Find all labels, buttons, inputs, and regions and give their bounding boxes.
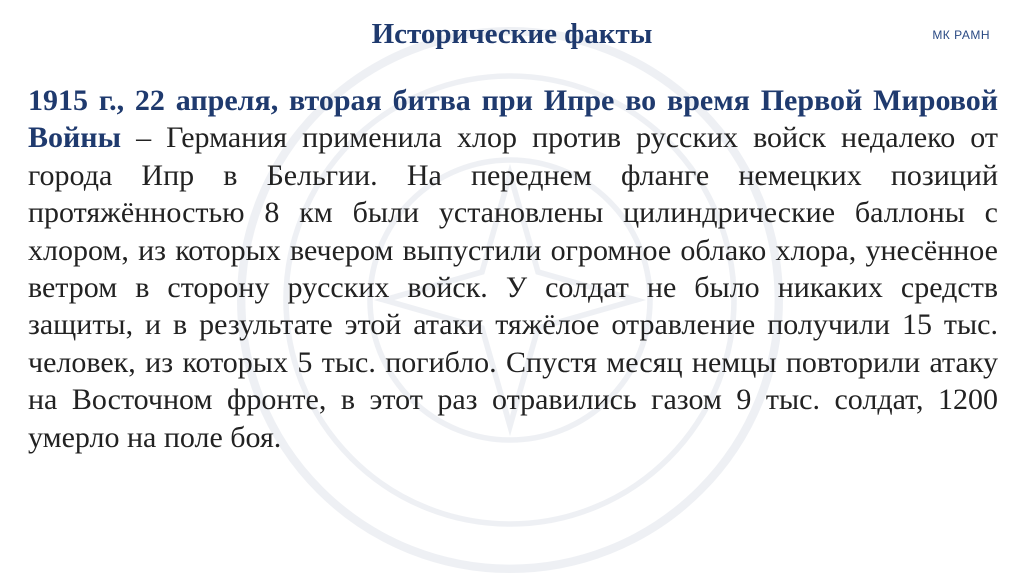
lead-text: 1915 г., 22 апреля, вторая битва при Ипре во время Первой Мировой Войны bbox=[28, 84, 998, 155]
body-paragraph bbox=[28, 82, 998, 456]
slide-title: Исторические факты bbox=[371, 18, 653, 50]
body-text: – Германия применила хлор против русских войск недалеко от города Ипр в Бельгии. На переднем фланге немецких позиций протяжённостью 8 км были установлены цилиндрические баллоны с хлором, из которых вечером выпустили огромное облако хлора, унесённое ветром в сторону русских войск. У солдат не было никаких средств защиты, и в результате этой атаки тяжёлое отравление получили 15 тыс. человек, из которых 5 тыс. погибло. Спустя месяц немцы повторили атаку на Восточном фронте, в этот раз отравились газом 9 тыс. солдат, 1200 умерло на поле боя. bbox=[28, 121, 998, 454]
brand-label: МК РАМН bbox=[932, 28, 990, 42]
